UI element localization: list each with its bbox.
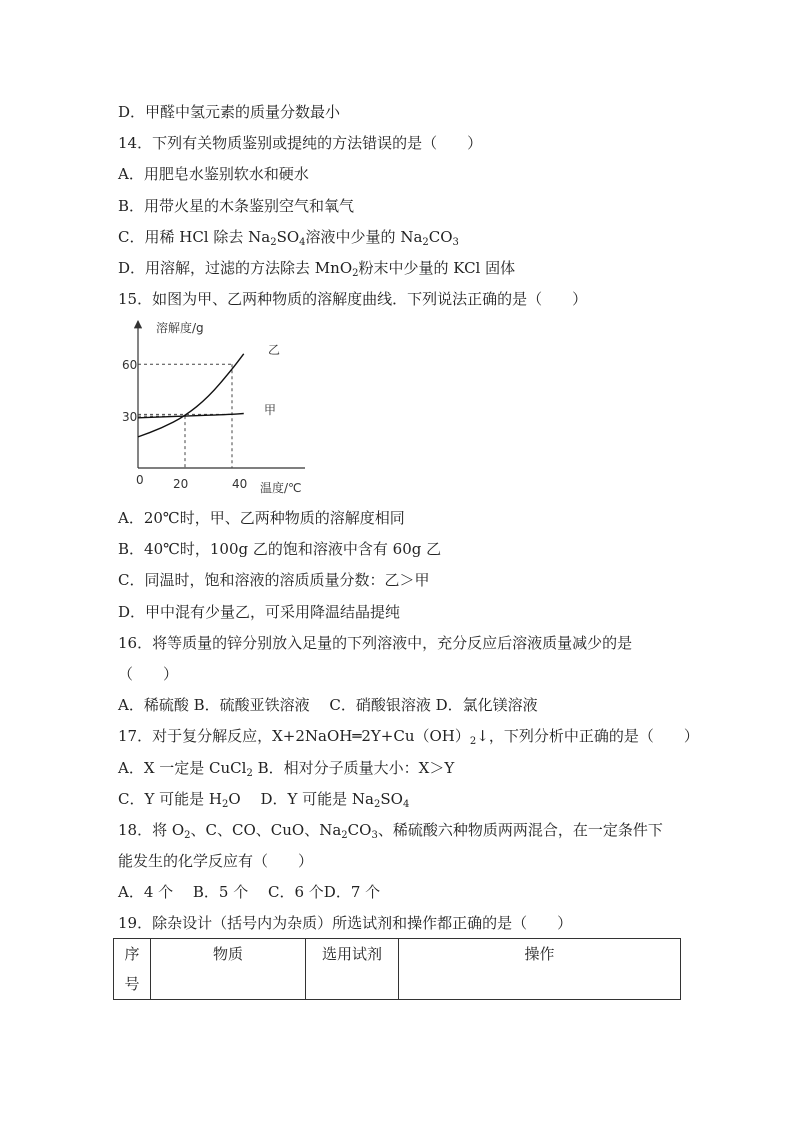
q15-stem: 15．如图为甲、乙两种物质的溶解度曲线．下列说法正确的是（ ） xyxy=(118,290,588,308)
q15-option-d: D．甲中混有少量乙，可采用降温结晶提纯 xyxy=(118,603,401,621)
q16-stem: 16．将等质量的锌分别放入足量的下列溶液中，充分反应后溶液质量减少的是 xyxy=(118,634,633,652)
header-cell-index xyxy=(114,939,151,1000)
text: D．用溶解，过滤的方法除去 MnO xyxy=(118,259,353,277)
q16-stem-cont: （ ） xyxy=(118,665,179,683)
subscript: 2 xyxy=(246,768,253,779)
q19-stem: 19．除杂设计（括号内为杂质）所选试剂和操作都正确的是（ ） xyxy=(118,914,573,932)
q18-stem xyxy=(118,820,663,840)
q19-table xyxy=(113,938,681,1000)
header-cell-operation: 操作 xyxy=(399,939,681,1000)
subscript: 2 xyxy=(373,799,381,810)
text: B．相对分子质量大小：X＞Y xyxy=(252,759,455,777)
text: 17．对于复分解反应，X+2NaOH═2Y+Cu（OH） xyxy=(118,727,470,745)
text: 溶液中少量的 Na xyxy=(305,228,423,246)
series-label-yi: 乙 xyxy=(268,343,281,357)
series-line-jia xyxy=(138,414,244,418)
text: 粉末中少量的 KCl 固体 xyxy=(358,259,516,277)
tick-label-x20: 20 xyxy=(173,477,189,491)
subscript: 2 xyxy=(352,268,359,279)
q14-option-c xyxy=(118,227,459,247)
header-text: 序号 xyxy=(124,945,140,993)
series-line-yi xyxy=(138,354,244,437)
subscript: 2 xyxy=(222,799,229,810)
q17-stem xyxy=(118,726,699,746)
tick-label-x40: 40 xyxy=(232,477,248,491)
subscript: 2 xyxy=(469,736,477,747)
text: SO xyxy=(380,790,403,808)
text: CO xyxy=(428,228,453,246)
solubility-chart xyxy=(110,316,315,501)
q18-stem-cont: 能发生的化学反应有（ ） xyxy=(118,852,314,870)
y-axis-label: 溶解度/g xyxy=(156,321,204,335)
q17-options-ab xyxy=(118,758,454,778)
subscript: 2 xyxy=(184,830,191,841)
q15-option-c: C．同温时，饱和溶液的溶质质量分数：乙＞甲 xyxy=(118,571,430,589)
header-cell-reagent: 选用试剂 xyxy=(306,939,399,1000)
tick-label-x0: 0 xyxy=(136,473,144,487)
text: 、稀硫酸六种物质两两混合，在一定条件下 xyxy=(377,821,663,839)
subscript: 2 xyxy=(422,237,429,248)
subscript: 2 xyxy=(341,830,348,841)
tick-label-y60: 60 xyxy=(122,358,138,372)
q13-option-d: D．甲醛中氢元素的质量分数最小 xyxy=(118,103,341,121)
tick-label-y30: 30 xyxy=(122,410,138,424)
header-cell-substance: 物质 xyxy=(151,939,306,1000)
q14-option-b: B．用带火星的木条鉴别空气和氧气 xyxy=(118,197,355,215)
q16-options: A．稀硫酸 B．硫酸亚铁溶液 C．硝酸银溶液 D．氯化镁溶液 xyxy=(118,696,538,714)
table-header-row xyxy=(114,939,681,1000)
q18-options: A．4 个 B．5 个 C．6 个D．7 个 xyxy=(118,883,381,901)
text: A．X 一定是 CuCl xyxy=(118,759,247,777)
q14-option-a: A．用肥皂水鉴别软水和硬水 xyxy=(118,165,309,183)
text: CO xyxy=(347,821,372,839)
q14-option-d xyxy=(118,258,515,278)
text: 18．将 O xyxy=(118,821,185,839)
text: C．用稀 HCl 除去 Na xyxy=(118,228,271,246)
x-axis-label: 温度/℃ xyxy=(260,481,302,495)
text: SO xyxy=(276,228,300,246)
q17-options-cd xyxy=(118,789,409,809)
text: C．Y 可能是 H xyxy=(118,790,222,808)
q15-option-b: B．40℃时，100g 乙的饱和溶液中含有 60g 乙 xyxy=(118,540,442,558)
text: 、C、CO、CuO、Na xyxy=(190,821,342,839)
subscript: 4 xyxy=(299,237,306,248)
q14-stem: 14．下列有关物质鉴别或提纯的方法错误的是（ ） xyxy=(118,134,483,152)
series-label-jia: 甲 xyxy=(264,403,277,417)
subscript: 2 xyxy=(270,237,277,248)
subscript: 3 xyxy=(452,237,459,248)
q15-option-a: A．20℃时，甲、乙两种物质的溶解度相同 xyxy=(118,509,405,527)
text: ↓，下列分析中正确的是（ ） xyxy=(476,727,699,745)
subscript: 3 xyxy=(371,830,378,841)
text: O D．Y 可能是 Na xyxy=(228,790,374,808)
subscript: 4 xyxy=(402,799,410,810)
